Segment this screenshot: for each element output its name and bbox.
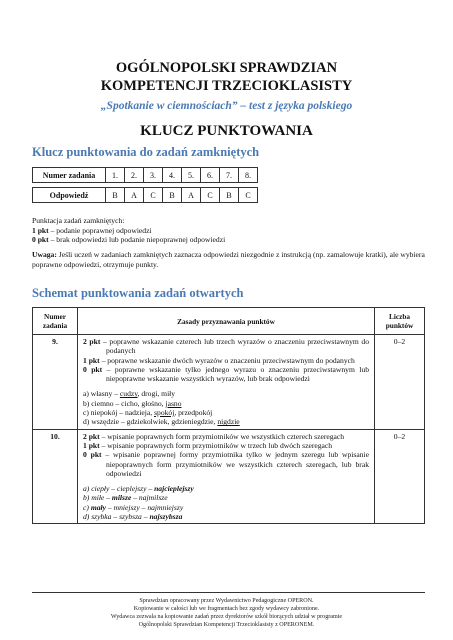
scoring-0pt [32,235,427,245]
rule-2pt [83,337,369,356]
correct-answer: cudzy [119,389,138,399]
footer-line-4: Ogólnopolski Sprawdzian Kompetencji Trzecioklasisty z OPERONEM. [138,622,315,628]
rule-text: – poprawne wskazanie tylko jednego wyrazu o znaczeniu przeciwstawnym lub niepoprawne wskazanie wszystkich wyrazów, lub brak odpowiedzi [102,364,369,384]
closed-scoring-notes [32,216,427,245]
task-number: 10. [33,429,78,524]
points-label: 2 pkt [83,337,101,346]
footer-line-3: Wydawca zezwala na kopiowanie zadań przez dyrektorów szkół biorących udział w programie [110,614,343,620]
task-points: 0–2 [375,335,425,430]
rule-text: – poprawne wskazanie dwóch wyrazów o znaczeniu przeciwstawnym do podanych [99,355,355,365]
task-number: 7. [220,168,239,183]
task-rules [78,429,375,524]
points-text: – brak odpowiedzi lub podanie niepoprawnej odpowiedzi [48,235,226,245]
example-answers [83,389,369,426]
key-title: KLUCZ PUNKTOWANIA [140,123,313,139]
rule-text: – wpisanie poprawnych form przymiotników we wszystkich czterech szeregach [99,431,345,441]
scoring-1pt [32,226,427,236]
task-number: 1. [106,168,125,183]
points-label: 1 pkt [83,355,100,365]
example-text: c) [83,502,91,512]
answer-cell: C [239,188,258,203]
rule-0pt [83,365,369,384]
col-header-number: Numer zadania [33,308,78,335]
rule-1pt [83,441,369,450]
answer-cell: B [220,188,239,203]
example-text: b) ciemno – cicho, głośno, [83,398,166,408]
answer-cell: C [144,188,163,203]
task-number: 2. [125,168,144,183]
closed-tasks-heading: Klucz punktowania do zadań zamkniętych [32,145,260,159]
scoring-intro: Punktacja zadań zamkniętych: [32,216,125,225]
example-c [83,503,369,512]
title-line-2: KOMPETENCJI TRZECIOKLASISTY [100,78,353,94]
example-text: – najmilsze [131,493,168,503]
table-row [33,335,425,430]
example-text: b) miłe – [83,493,112,503]
rule-text: – wpisanie poprawnych form przymiotników w trzech lub dwóch szeregach [99,440,333,450]
correct-answer: mały [90,502,106,512]
example-text: c) niepokój – nadzieja, [83,408,155,418]
points-label: 0 pkt [83,364,103,374]
task-number: 5. [182,168,201,183]
example-text: d) wszędzie – gdziekolwiek, gdzieniegdzie, [83,417,218,427]
example-b [83,399,369,408]
example-text: , przedpokój [174,408,213,418]
rule-2pt [83,432,369,441]
task-number: 8. [239,168,258,183]
example-text: a) własny – [83,389,120,399]
answer-row [33,188,258,203]
answer-cell: A [182,188,201,203]
example-text: , drogi, miły [137,389,176,399]
answer-cell: C [201,188,220,203]
col-header-rules: Zasady przyznawania punktów [78,308,375,335]
task-number: 3. [144,168,163,183]
correct-answer: spokój [154,408,175,418]
correct-answer: milsze [111,493,132,503]
task-number: 9. [33,335,78,430]
row-label-number: Numer zadania [33,168,106,183]
footer-line-1: Sprawdzian opracowany przez Wydawnictwo Pedagogiczne OPERON. [139,598,314,604]
points-label: 2 pkt [83,431,100,441]
correct-answer: nigdzie [217,417,240,427]
example-a [83,484,369,493]
points-text: – podanie poprawnej odpowiedzi [48,225,152,235]
table-row [33,429,425,524]
answer-cell: A [125,188,144,203]
task-number: 4. [163,168,182,183]
row-label-answer: Odpowiedź [33,188,106,203]
open-tasks-table [32,307,425,524]
points-label: 0 pkt [32,235,49,245]
note-text: Jeśli uczeń w zadaniach zamkniętych zaznacza odpowiedzi niezgodnie z instrukcją (np. zamalowuje kratki), ale wybiera poprawne odpowiedzi, otrzymuje punkty. [32,250,425,269]
points-label: 1 pkt [32,225,49,235]
answer-cell: B [106,188,125,203]
number-row [33,168,258,183]
closed-answers-table [32,167,258,203]
points-label: 1 pkt [83,440,100,450]
rule-text: – wpisanie poprawnej formy przymiotnika tylko w jednym szeregu lub wpisanie niepoprawnych form przymiotników we wszystkich czterech szeregach, lub brak odpowiedzi [101,450,370,478]
task-rules [78,335,375,430]
rule-text: – poprawne wskazanie czterech lub trzech wyrazów o znaczeniu przeciwstawnym do podanych [100,337,370,356]
correct-answer: najcieplejszy [154,484,194,494]
example-a [83,389,369,398]
title-line-1: OGÓLNOPOLSKI SPRAWDZIAN [115,60,338,76]
task-points: 0–2 [375,429,425,524]
col-header-points: Liczba punktów [375,308,425,335]
example-c [83,408,369,417]
example-b [83,493,369,502]
table-header-row [33,308,425,335]
example-d [83,417,369,426]
test-subtitle: „Spotkanie w ciemnościach” – test z języka polskiego [100,100,353,112]
points-label: 0 pkt [83,450,102,460]
task-number: 6. [201,168,220,183]
closed-note [32,250,427,269]
footer-line-2: Kopiowanie w całości lub we fragmentach bez zgody wydawcy zabronione. [133,606,320,612]
rule-0pt [83,450,369,478]
correct-answer: jasno [165,398,182,408]
footer-divider [32,592,425,593]
open-tasks-heading: Schemat punktowania zadań otwartych [32,286,244,300]
note-label: Uwaga: [32,250,57,259]
answer-cell: B [163,188,182,203]
example-text: – mniejszy – najmniejszy [106,502,184,512]
rule-1pt [83,356,369,365]
example-text: d) szybka – szybsza – [83,512,150,522]
example-answers [83,484,369,521]
example-text: a) ciepły – cieplejszy – [83,484,155,494]
correct-answer: najszybsza [149,512,183,522]
example-d [83,512,369,521]
